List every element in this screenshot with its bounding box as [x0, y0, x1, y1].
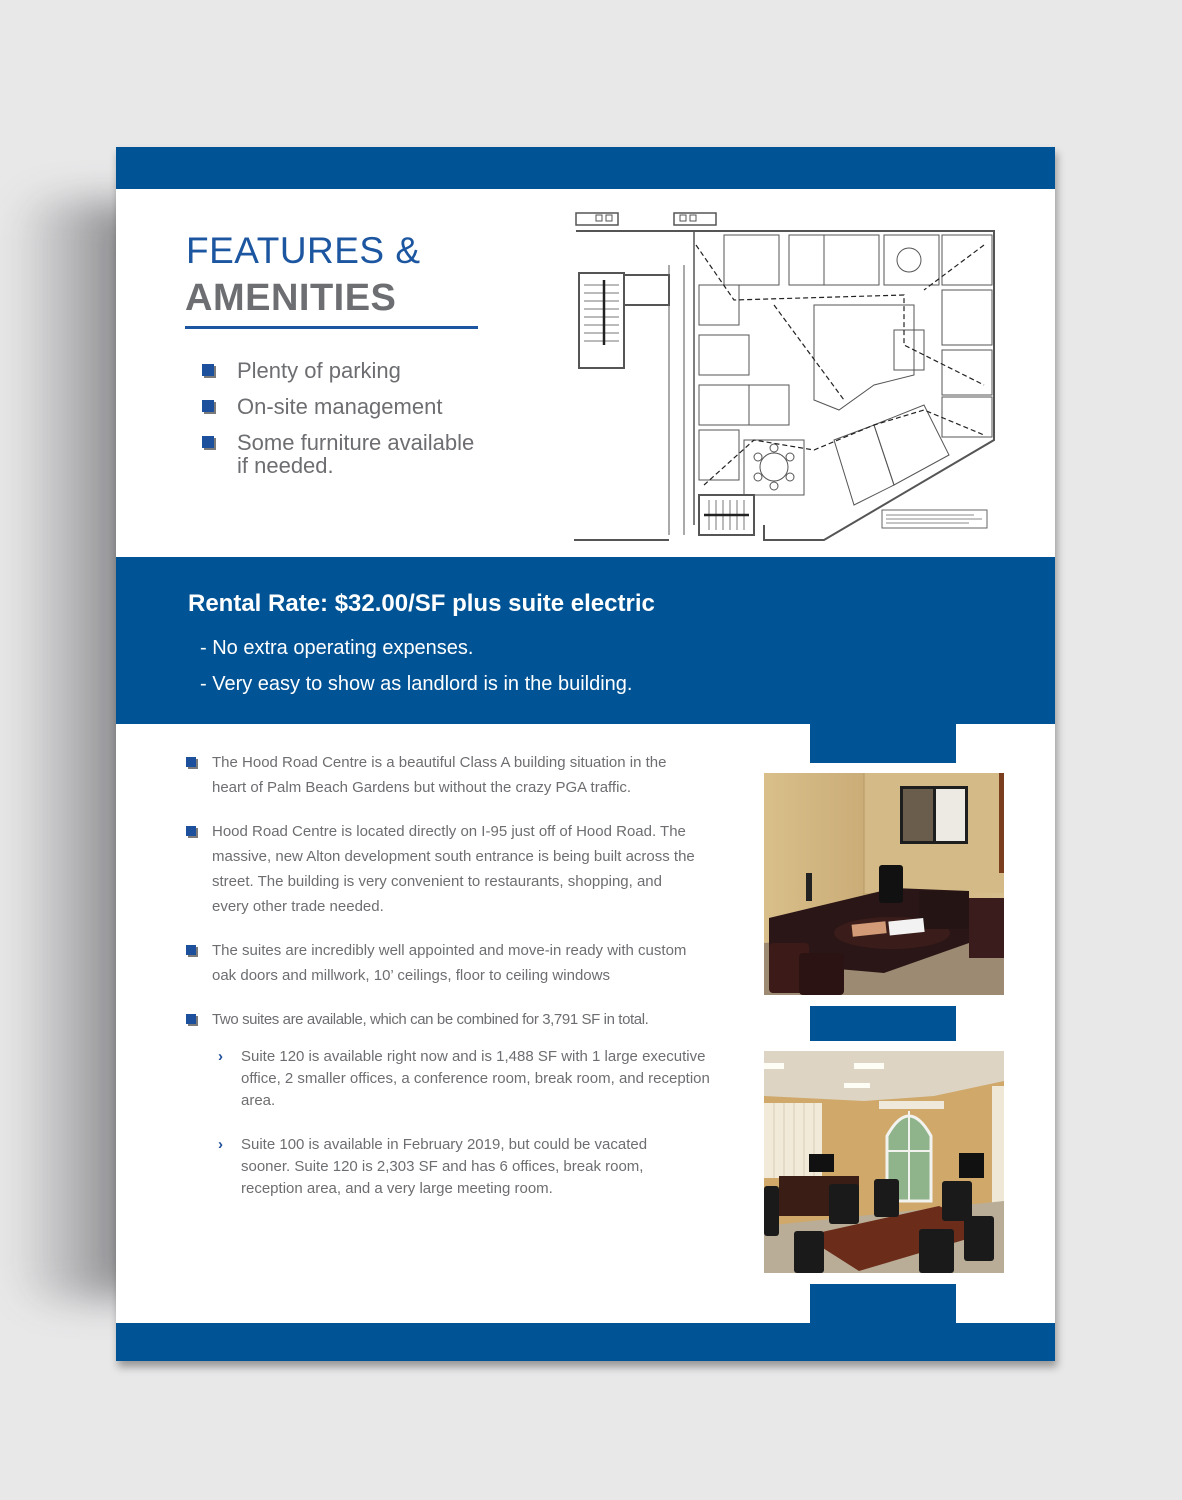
- bottom-bar: [116, 1323, 1055, 1361]
- rental-rate-band: [116, 557, 1055, 724]
- suite-text: Suite 120 is available right now and is 1,488 SF with 1 large executive office, 2 smaller offices, a conference room, break room, and reception area.: [241, 1048, 710, 1109]
- feature-item: [202, 431, 482, 477]
- detail-item: [186, 938, 712, 988]
- features-title-line2: AMENITIES: [185, 277, 397, 319]
- decorative-tab: [810, 724, 956, 763]
- office-photo-image: [764, 773, 1004, 995]
- details-list: [186, 750, 716, 1222]
- suite-text: Suite 100 is available in February 2019, but could be vacated sooner. Suite 120 is 2,303 SF and has 6 offices, break room, reception area, and a very large meeting room.: [241, 1136, 648, 1197]
- square-bullet-icon: [186, 757, 196, 767]
- decorative-tab: [810, 1006, 956, 1041]
- feature-label: On-site management: [237, 394, 443, 419]
- feature-label: Some furniture available if needed.: [237, 430, 475, 478]
- detail-text: Two suites are available, which can be combined for 3,791 SF in total.: [212, 1011, 649, 1028]
- title-underline: [185, 326, 478, 329]
- rental-rate-title: Rental Rate: $32.00/SF plus suite electric: [188, 590, 655, 617]
- features-title-line1: FEATURES &: [186, 230, 421, 271]
- decorative-tab: [810, 1284, 956, 1323]
- suite-item: [212, 1046, 711, 1112]
- office-photo: [764, 773, 1004, 995]
- square-bullet-icon: [186, 826, 196, 836]
- top-bar: [116, 147, 1055, 189]
- square-bullet-icon: [186, 945, 196, 955]
- conference-room-photo: [764, 1051, 1004, 1273]
- suite-list: [212, 1046, 722, 1200]
- flyer-page: [116, 147, 1055, 1361]
- rental-note: - No extra operating expenses.: [200, 637, 474, 659]
- square-bullet-icon: [186, 1014, 196, 1024]
- floor-plan-icon: [574, 205, 1004, 550]
- features-list: [202, 359, 497, 490]
- square-bullet-icon: [202, 364, 214, 376]
- detail-item: [186, 819, 702, 919]
- feature-item: [202, 359, 497, 382]
- detail-text: The Hood Road Centre is a beautiful Class A building situation in the heart of Palm Beach Gardens but without the crazy PGA traffic.: [212, 754, 667, 796]
- square-bullet-icon: [202, 400, 214, 412]
- conference-room-photo-image: [764, 1051, 1004, 1273]
- suite-item: [212, 1134, 681, 1200]
- detail-text: The suites are incredibly well appointed and move-in ready with custom oak doors and millwork, 10’ ceilings, floor to ceiling windows: [212, 942, 687, 984]
- feature-item: [202, 395, 497, 418]
- square-bullet-icon: [202, 436, 214, 448]
- chevron-right-icon: ›: [218, 1136, 223, 1153]
- chevron-right-icon: ›: [218, 1048, 223, 1065]
- detail-item: [186, 750, 687, 800]
- detail-text: Hood Road Centre is located directly on I-95 just off of Hood Road. The massive, new Alton development south entrance is being built across the street. The building is very convenient to restaurants, shopping, and every other trade needed.: [212, 823, 695, 915]
- rental-note: - Very easy to show as landlord is in the building.: [200, 673, 633, 695]
- feature-label: Plenty of parking: [237, 358, 401, 383]
- detail-item: [186, 1007, 722, 1200]
